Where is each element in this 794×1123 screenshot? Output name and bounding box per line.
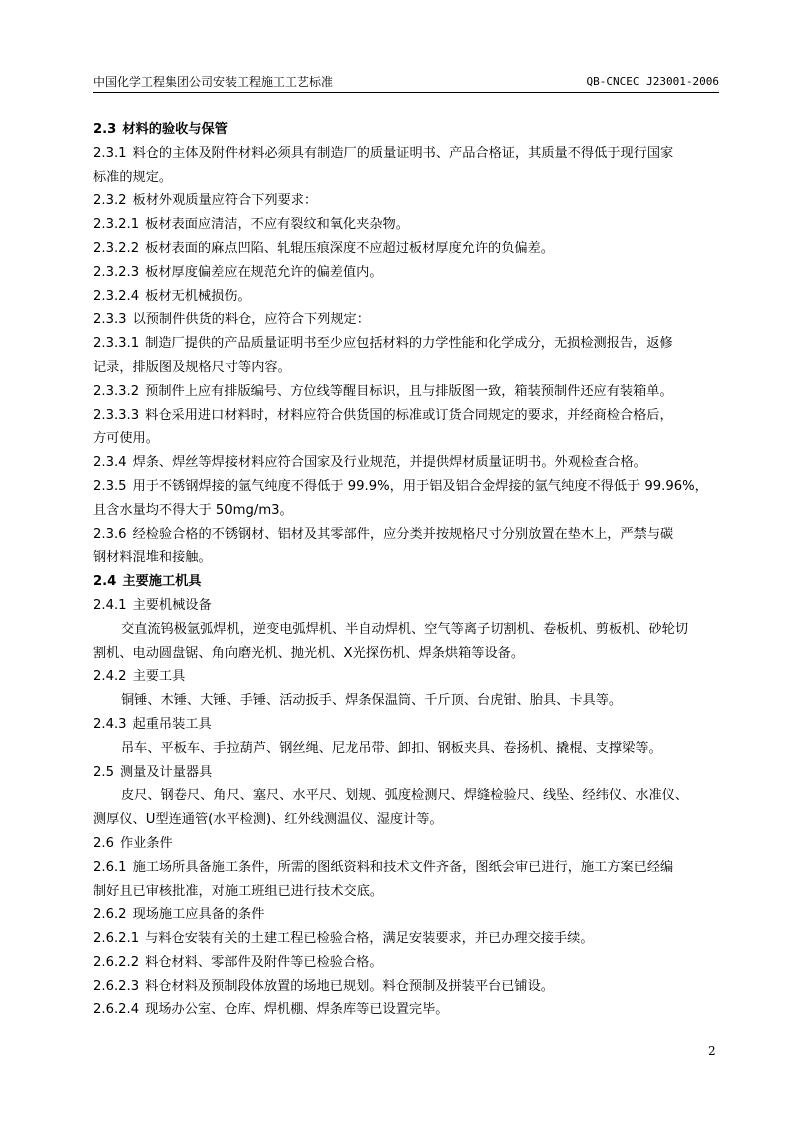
header-standard-code: QB-CNCEC J23001-2006 <box>586 75 719 88</box>
clause-number: 2.6.2.1 <box>93 931 140 947</box>
clause-number: 2.5 <box>93 764 114 780</box>
clause-text: 钢材料混堆和接触。 <box>93 550 212 566</box>
clause-text: 板材无机械损伤。 <box>145 288 251 304</box>
text-line <box>93 427 723 451</box>
text-line <box>93 665 723 689</box>
text-line <box>93 570 723 594</box>
text-line <box>93 903 723 927</box>
clause-text: 铜锤、木锤、大锤、手锤、活动扳手、焊条保温筒、千斤顶、台虎钳、胎具、卡具等。 <box>121 693 623 709</box>
clause-text: 料仓材料及预制段体放置的场地已规划。料仓预制及拼装平台已铺设。 <box>145 978 554 994</box>
clause-text: 作业条件 <box>119 835 173 851</box>
clause-number: 2.6.2.3 <box>93 978 140 994</box>
text-line <box>93 404 723 428</box>
clause-text: 制造厂提供的产品质量证明书至少应包括材料的力学性能和化学成分，无损检测报告，返修 <box>145 336 673 352</box>
text-line <box>93 142 723 166</box>
clause-number: 2.6.1 <box>93 859 127 875</box>
clause-text: 测厚仪、U型连通管(水平检测)、红外线测温仪、湿度计等。 <box>93 812 443 828</box>
clause-text: 板材表面的麻点凹陷、轧辊压痕深度不应超过板材厚度允许的负偏差。 <box>145 240 554 256</box>
clause-number: 2.3.2 <box>93 193 127 209</box>
text-line <box>93 332 723 356</box>
text-line <box>93 856 723 880</box>
document-body <box>93 118 723 1022</box>
text-line <box>93 213 723 237</box>
clause-text: 主要施工机具 <box>122 574 202 590</box>
clause-text: 料仓采用进口材料时，材料应符合供货国的标准或订货合同规定的要求，并经商检合格后， <box>145 407 673 423</box>
text-line <box>93 308 723 332</box>
clause-number: 2.6.2.2 <box>93 954 140 970</box>
text-line <box>93 594 723 618</box>
clause-number: 2.6.2 <box>93 907 127 923</box>
clause-text: 皮尺、钢卷尺、角尺、塞尺、水平尺、划规、弧度检测尺、焊缝检验尺、线坠、经纬仪、水准仪、 <box>121 788 689 804</box>
clause-number: 2.4.1 <box>93 597 127 613</box>
clause-number: 2.4 <box>93 574 117 590</box>
clause-text: 制好且已审核批准，对施工班组已进行技术交底。 <box>93 883 384 899</box>
clause-text: 与料仓安装有关的土建工程已检验合格，满足安装要求，并已办理交接手续。 <box>145 931 594 947</box>
text-line <box>93 546 723 570</box>
text-line <box>93 642 723 666</box>
clause-text: 主要机械设备 <box>132 597 212 613</box>
page-header <box>93 74 719 93</box>
text-line <box>93 880 723 904</box>
clause-text: 料仓材料、零部件及附件等已检验合格。 <box>145 954 383 970</box>
clause-text: 割机、电动圆盘锯、角向磨光机、抛光机、X光探伤机、焊条烘箱等设备。 <box>93 645 525 661</box>
text-line <box>93 998 723 1022</box>
clause-text: 标准的规定。 <box>93 169 173 185</box>
clause-text: 焊条、焊丝等焊接材料应符合国家及行业规范，并提供焊材质量证明书。外观检查合格。 <box>132 455 647 471</box>
text-line <box>93 261 723 285</box>
text-line <box>93 166 723 190</box>
clause-text: 材料的验收与保管 <box>122 122 228 137</box>
clause-number: 2.3.5 <box>93 478 127 494</box>
clause-text: 现场施工应具备的条件 <box>132 907 265 923</box>
clause-text: 交直流钨极氩弧焊机，逆变电弧焊机、半自动焊机、空气等离子切割机、卷板机、剪板机、砂轮切 <box>121 621 689 637</box>
clause-text: 记录，排版图及规格尺寸等内容。 <box>93 359 291 375</box>
clause-text: 预制件上应有排版编号、方位线等醒目标识，且与排版图一致，箱装预制件还应有装箱单。 <box>145 383 673 399</box>
text-line <box>93 951 723 975</box>
text-line <box>93 475 723 499</box>
text-line <box>93 189 723 213</box>
text-line <box>93 737 723 761</box>
text-line <box>93 832 723 856</box>
clause-text: 方可使用。 <box>93 431 159 447</box>
clause-text: 板材厚度偏差应在规范允许的偏差值内。 <box>145 264 383 280</box>
clause-text: 经检验合格的不锈钢材、铝材及其零部件，应分类并按规格尺寸分别放置在垫木上，严禁与碳 <box>132 526 674 542</box>
clause-text: 现场办公室、仓库、焊机棚、焊条库等已设置完毕。 <box>145 1002 449 1018</box>
clause-number: 2.4.3 <box>93 716 127 732</box>
text-line <box>93 784 723 808</box>
clause-text: 板材表面应清洁，不应有裂纹和氧化夹杂物。 <box>145 217 409 233</box>
text-line <box>93 285 723 309</box>
clause-text: 用于不锈钢焊接的氩气纯度不得低于 99.9%，用于铝及铝合金焊接的氩气纯度不得低于 99.96%， <box>132 478 708 494</box>
text-line <box>93 975 723 999</box>
clause-number: 2.3.2.3 <box>93 264 140 280</box>
clause-text: 料仓的主体及附件材料必须具有制造厂的质量证明书、产品合格证，其质量不得低于现行国家 <box>132 145 674 161</box>
clause-text: 吊车、平板车、手拉葫芦、钢丝绳、尼龙吊带、卸扣、钢板夹具、卷扬机、撬棍、支撑梁等。 <box>121 740 662 756</box>
text-line <box>93 451 723 475</box>
clause-text: 且含水量均不得大于 50mg/m3。 <box>93 502 293 518</box>
clause-number: 2.3.4 <box>93 455 127 471</box>
text-line <box>93 713 723 737</box>
text-line <box>93 689 723 713</box>
text-line <box>93 523 723 547</box>
clause-number: 2.6 <box>93 835 114 851</box>
clause-number: 2.3.2.4 <box>93 288 140 304</box>
text-line <box>93 808 723 832</box>
clause-number: 2.3.2.1 <box>93 217 140 233</box>
text-line <box>93 380 723 404</box>
clause-number: 2.3.3 <box>93 312 127 328</box>
clause-number: 2.3 <box>93 122 117 137</box>
clause-number: 2.3.2.2 <box>93 240 140 256</box>
clause-number: 2.3.6 <box>93 526 127 542</box>
text-line <box>93 237 723 261</box>
clause-text: 主要工具 <box>132 669 186 685</box>
clause-text: 板材外观质量应符合下列要求： <box>132 193 318 209</box>
page-number: 2 <box>708 1044 716 1058</box>
clause-text: 以预制件供货的料仓，应符合下列规定： <box>132 312 370 328</box>
clause-number: 2.6.2.4 <box>93 1002 140 1018</box>
clause-number: 2.3.1 <box>93 145 127 161</box>
clause-number: 2.3.3.3 <box>93 407 140 423</box>
clause-number: 2.3.3.2 <box>93 383 140 399</box>
clause-text: 测量及计量器具 <box>119 764 213 780</box>
clause-text: 施工场所具备施工条件，所需的图纸资料和技术文件齐备，图纸会审已进行，施工方案已经编 <box>132 859 674 875</box>
clause-number: 2.4.2 <box>93 669 127 685</box>
text-line <box>93 761 723 785</box>
text-line <box>93 927 723 951</box>
clause-number: 2.3.3.1 <box>93 336 140 352</box>
text-line <box>93 499 723 523</box>
text-line <box>93 618 723 642</box>
clause-text: 起重吊装工具 <box>132 716 212 732</box>
header-title: 中国化学工程集团公司安装工程施工工艺标准 <box>93 75 334 89</box>
text-line <box>93 356 723 380</box>
text-line <box>93 118 723 142</box>
